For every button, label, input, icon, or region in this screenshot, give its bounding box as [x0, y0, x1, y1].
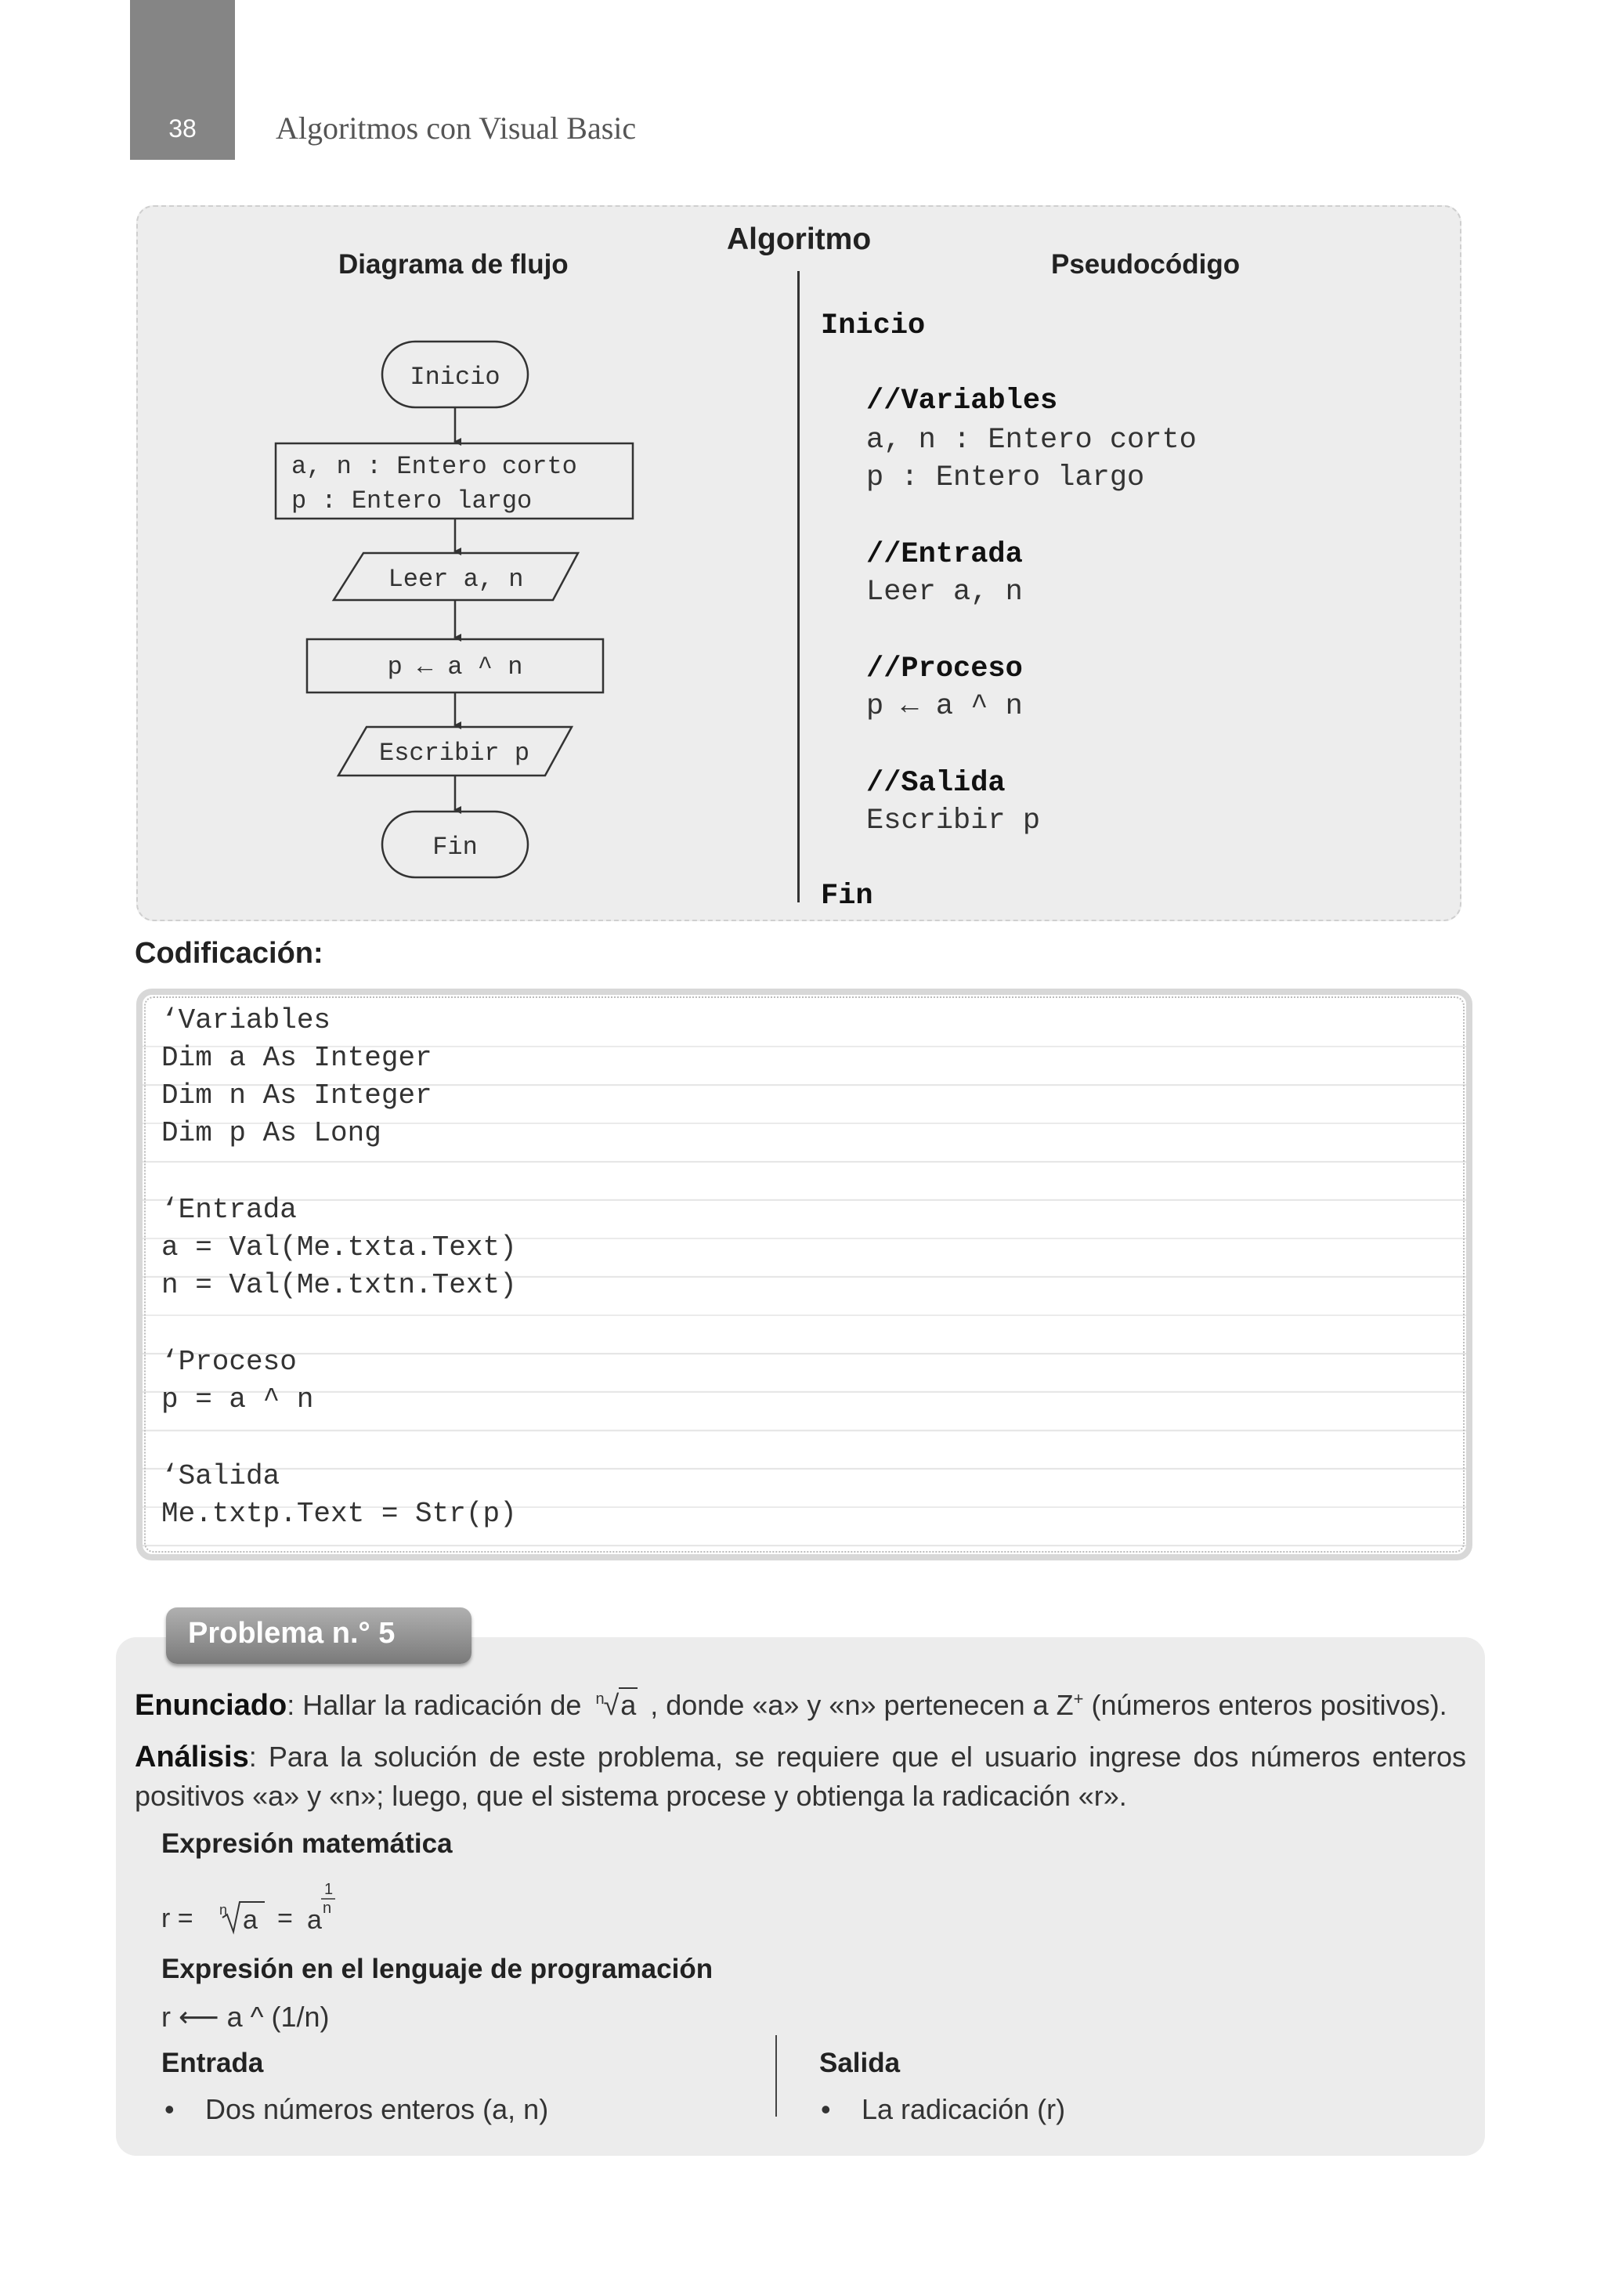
radical-base: a [620, 1689, 637, 1721]
pseudocode-title: Pseudocódigo [1051, 249, 1241, 280]
pseudo-var-comment: //Variables [866, 385, 1058, 418]
flow-decl-1: a, n : Entero corto [291, 452, 577, 481]
programming-expression: r ⟵ a ^ (1/n) [161, 2001, 330, 2033]
formula-base: a [243, 1905, 258, 1935]
entrada-item-text: Dos números enteros (a, n) [205, 2093, 549, 2125]
formula-lhs: r = [161, 1904, 193, 1933]
enunciado-text-end: (números enteros positivos). [1083, 1689, 1447, 1721]
analisis-line-1 [135, 1741, 1466, 1774]
code-line: ‘Variables [161, 1004, 331, 1036]
pseudo-end: Fin [821, 880, 873, 913]
bullet: • [164, 2093, 175, 2125]
algorithm-title: Algoritmo [727, 222, 872, 256]
flow-end-text: Fin [432, 833, 478, 862]
radical-expression [594, 1689, 638, 1722]
pseudo-in-comment: //Entrada [866, 538, 1023, 571]
code-line: a = Val(Me.txta.Text) [161, 1231, 517, 1264]
problem-tab-label: Problema n.° 5 [188, 1617, 396, 1650]
entrada-list-item [164, 2093, 548, 2126]
bullet: • [821, 2093, 831, 2125]
salida-title: Salida [819, 2048, 901, 2078]
salida-list-item [821, 2093, 1065, 2126]
pseudo-proc-1: p ← a ^ n [866, 690, 1023, 723]
enunciado-label: Enunciado [135, 1689, 287, 1722]
algorithm-divider [797, 271, 800, 902]
running-title: Algoritmos con Visual Basic [276, 110, 637, 146]
analisis-line-2: positivos «a» y «n»; luego, que el sistema procese y obtienga la radicación «r». [135, 1780, 1127, 1812]
flowchart-title: Diagrama de flujo [338, 249, 569, 280]
salida-item-text: La radicación (r) [862, 2093, 1066, 2125]
enunciado-superscript: + [1073, 1689, 1084, 1708]
flow-decl-2: p : Entero largo [291, 486, 533, 515]
programming-expression-title: Expresión en el lenguaje de programación [161, 1954, 713, 1984]
pseudo-proc-comment: //Proceso [866, 653, 1023, 685]
coding-label: Codificación: [135, 937, 323, 970]
flow-process-text: p ← a ^ n [387, 653, 523, 682]
code-line: Dim n As Integer [161, 1079, 432, 1112]
flow-start-text: Inicio [410, 363, 500, 392]
enunciado-paragraph [135, 1689, 1447, 1723]
entrada-title: Entrada [161, 2048, 264, 2078]
pseudo-out-comment: //Salida [866, 767, 1006, 800]
formula-index: n [219, 1902, 228, 1918]
io-divider [775, 2035, 777, 2117]
formula-exp-denominator: n [323, 1900, 332, 1917]
flow-output-text: Escribir p [378, 739, 530, 768]
enunciado-text-pre: : Hallar la radicación de [287, 1689, 590, 1721]
flow-input-text: Leer a, n [388, 565, 524, 594]
code-line: ‘Salida [161, 1460, 280, 1492]
math-expression-title: Expresión matemática [161, 1828, 453, 1859]
flowchart [258, 329, 666, 893]
pseudo-begin: Inicio [821, 309, 926, 342]
formula-equals: = [277, 1904, 293, 1933]
radical-index: n [595, 1690, 605, 1708]
code-line: ‘Proceso [161, 1346, 297, 1378]
enunciado-text-post: , donde «a» y «n» pertenecen a Z [642, 1689, 1074, 1721]
analisis-label: Análisis [135, 1741, 249, 1774]
code-line: p = a ^ n [161, 1383, 314, 1416]
code-line: Dim a As Integer [161, 1042, 432, 1074]
radical-sign: √ [603, 1689, 620, 1721]
pseudo-var-2: p : Entero largo [866, 461, 1145, 494]
code-line: ‘Entrada [161, 1194, 297, 1226]
page-number: 38 [168, 114, 197, 143]
analisis-text-1: : Para la solución de este problema, se requiere que el usuario ingrese dos números enteros [248, 1741, 1466, 1773]
code-line: n = Val(Me.txtn.Text) [161, 1269, 517, 1301]
code-line: Me.txtp.Text = Str(p) [161, 1498, 517, 1530]
formula-power-base: a [307, 1905, 322, 1935]
pseudo-in-1: Leer a, n [866, 576, 1023, 609]
math-formula [161, 1875, 475, 1938]
pseudo-out-1: Escribir p [866, 805, 1041, 837]
formula-exp-numerator: 1 [324, 1881, 334, 1898]
pseudo-var-1: a, n : Entero corto [866, 424, 1197, 457]
code-line: Dim p As Long [161, 1117, 381, 1149]
